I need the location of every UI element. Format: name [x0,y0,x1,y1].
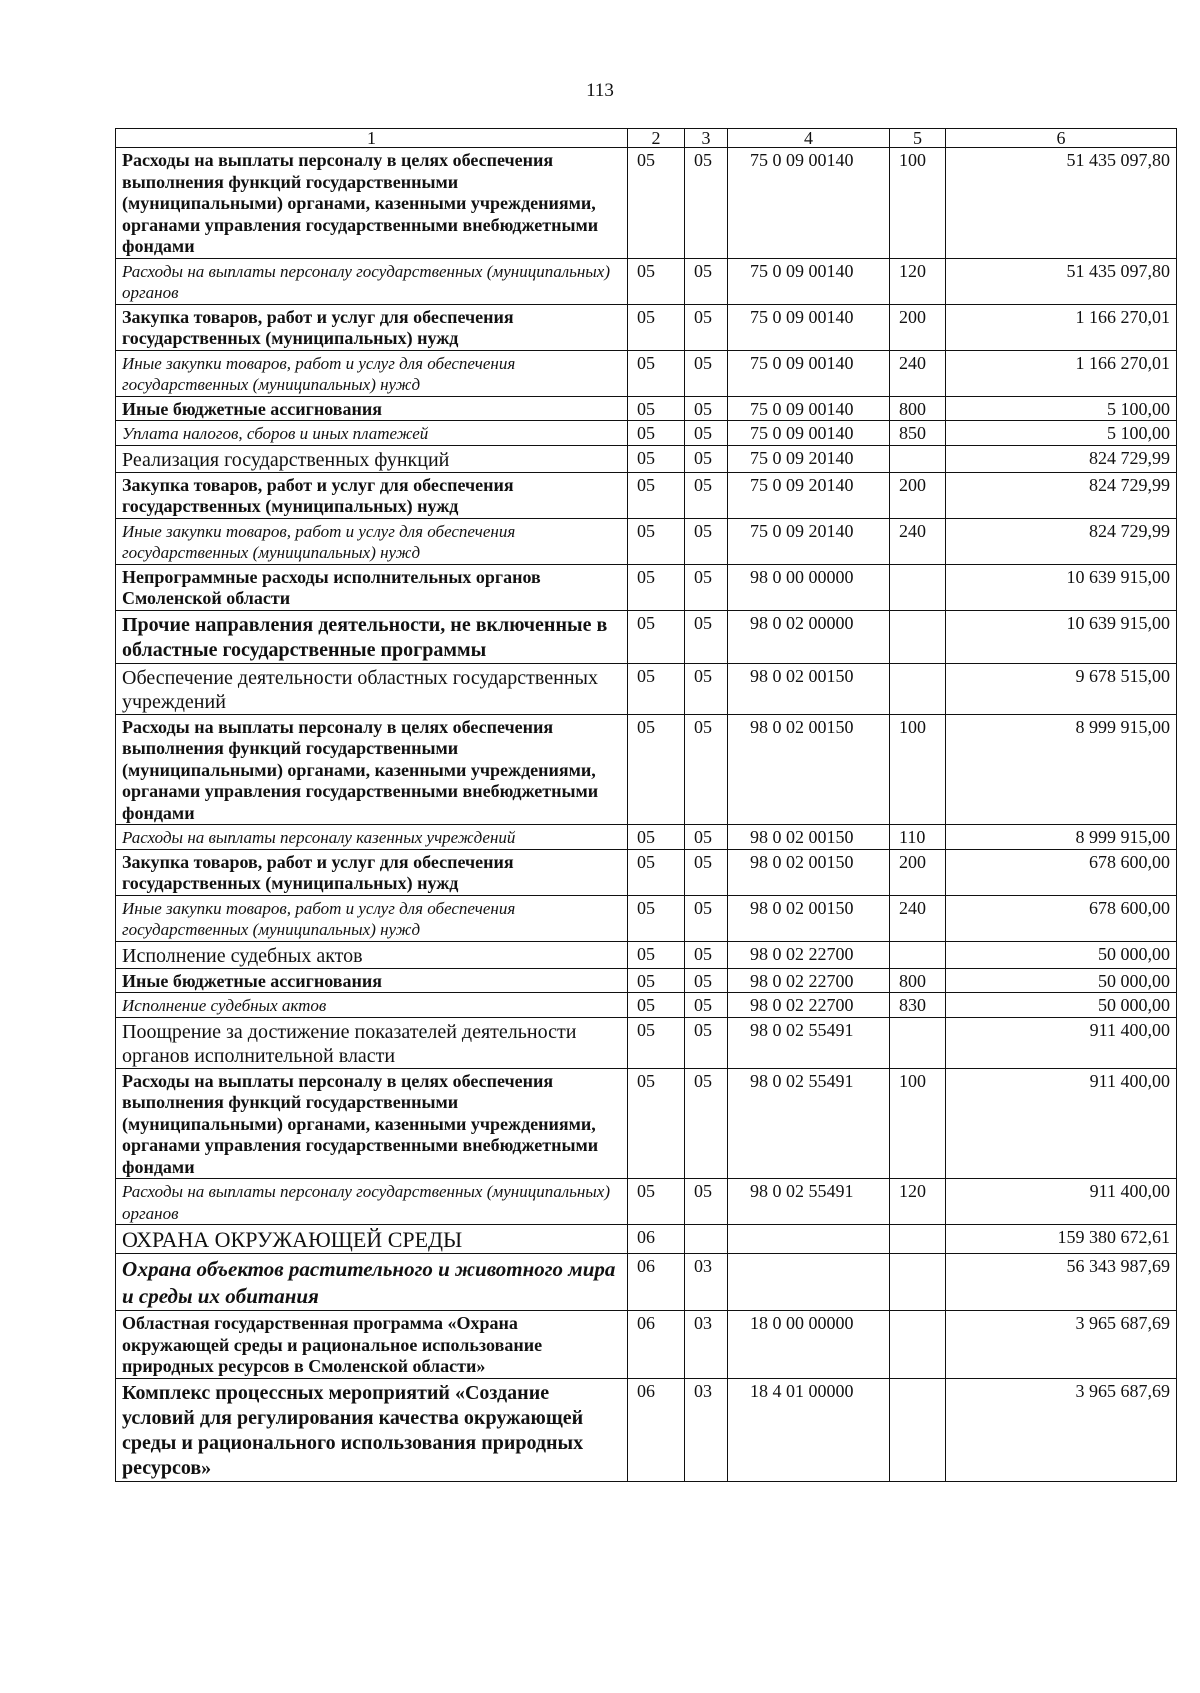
table-row [116,445,1177,472]
section-code: 05 [628,304,685,350]
subsection-code: 05 [685,993,728,1018]
target-article-code: 75 0 09 00140 [728,258,890,304]
expense-type-code [890,941,946,968]
row-description: Охрана объектов растительного и животного мира и среды их обитания [116,1254,628,1311]
row-description: Расходы на выплаты персоналу государственных (муниципальных) органов [116,1179,628,1225]
amount: 824 729,99 [946,518,1177,564]
section-code: 05 [628,1017,685,1068]
target-article-code: 98 0 02 00150 [728,714,890,825]
amount: 3 965 687,69 [946,1311,1177,1379]
table-row [116,472,1177,518]
section-code: 05 [628,714,685,825]
target-article-code: 98 0 02 55491 [728,1068,890,1179]
section-code: 05 [628,1068,685,1179]
table-row [116,1068,1177,1179]
target-article-code [728,1225,890,1254]
section-code: 05 [628,1179,685,1225]
target-article-code: 75 0 09 20140 [728,518,890,564]
subsection-code: 05 [685,1179,728,1225]
target-article-code: 98 0 02 55491 [728,1179,890,1225]
subsection-code: 05 [685,304,728,350]
amount: 911 400,00 [946,1017,1177,1068]
section-code: 06 [628,1311,685,1379]
target-article-code: 75 0 09 00140 [728,350,890,396]
table-row [116,1311,1177,1379]
section-code: 05 [628,148,685,259]
table-row [116,421,1177,446]
table-row [116,518,1177,564]
row-description: Расходы на выплаты персоналу в целях обеспечения выполнения функций государственными (муниципальными) органами, казенными учреждениями, органами управления государственными внебюджетными фондами [116,1068,628,1179]
amount: 678 600,00 [946,895,1177,941]
amount: 5 100,00 [946,421,1177,446]
subsection-code: 05 [685,421,728,446]
expense-type-code: 850 [890,421,946,446]
row-description: Иные бюджетные ассигнования [116,968,628,993]
expense-type-code: 200 [890,304,946,350]
section-code: 05 [628,258,685,304]
header-cell: 2 [628,129,685,148]
subsection-code: 05 [685,941,728,968]
header-cell: 4 [728,129,890,148]
row-description: ОХРАНА ОКРУЖАЮЩЕЙ СРЕДЫ [116,1225,628,1254]
table-row [116,350,1177,396]
table-row [116,610,1177,663]
section-code: 05 [628,941,685,968]
amount: 50 000,00 [946,968,1177,993]
target-article-code: 98 0 02 00000 [728,610,890,663]
target-article-code: 98 0 02 00150 [728,849,890,895]
amount: 50 000,00 [946,941,1177,968]
expense-type-code: 240 [890,518,946,564]
amount: 51 435 097,80 [946,148,1177,259]
subsection-code: 05 [685,445,728,472]
section-code: 05 [628,968,685,993]
target-article-code: 75 0 09 20140 [728,445,890,472]
table-row [116,1254,1177,1311]
row-description: Непрограммные расходы исполнительных органов Смоленской области [116,564,628,610]
amount: 678 600,00 [946,849,1177,895]
expense-type-code [890,663,946,714]
section-code: 05 [628,663,685,714]
subsection-code: 05 [685,396,728,421]
table-row [116,993,1177,1018]
page-number: 113 [586,80,614,101]
section-code: 05 [628,518,685,564]
target-article-code: 98 0 02 22700 [728,993,890,1018]
target-article-code [728,1254,890,1311]
expense-type-code [890,1254,946,1311]
amount: 911 400,00 [946,1068,1177,1179]
target-article-code: 75 0 09 00140 [728,421,890,446]
target-article-code: 98 0 02 55491 [728,1017,890,1068]
row-description: Иные закупки товаров, работ и услуг для обеспечения государственных (муниципальных) нужд [116,350,628,396]
amount: 824 729,99 [946,472,1177,518]
amount: 51 435 097,80 [946,258,1177,304]
row-description: Исполнение судебных актов [116,941,628,968]
target-article-code: 98 0 02 00150 [728,895,890,941]
section-code: 05 [628,849,685,895]
row-description: Комплекс процессных мероприятий «Создание условий для регулирования качества окружающей среды и рационального использования природных ресурсов» [116,1378,628,1481]
amount: 8 999 915,00 [946,714,1177,825]
subsection-code: 05 [685,1068,728,1179]
header-cell: 1 [116,129,628,148]
subsection-code: 05 [685,258,728,304]
expense-type-code: 100 [890,714,946,825]
table-row [116,1017,1177,1068]
target-article-code: 18 0 00 00000 [728,1311,890,1379]
subsection-code: 03 [685,1254,728,1311]
table-row [116,849,1177,895]
expense-type-code: 200 [890,472,946,518]
section-code: 05 [628,825,685,850]
subsection-code: 05 [685,968,728,993]
row-description: Иные закупки товаров, работ и услуг для обеспечения государственных (муниципальных) нужд [116,518,628,564]
table-row [116,825,1177,850]
amount: 911 400,00 [946,1179,1177,1225]
table-row [116,1179,1177,1225]
subsection-code: 05 [685,148,728,259]
target-article-code: 75 0 09 20140 [728,472,890,518]
section-code: 05 [628,421,685,446]
amount: 56 343 987,69 [946,1254,1177,1311]
expense-type-code [890,564,946,610]
subsection-code: 05 [685,1017,728,1068]
row-description: Прочие направления деятельности, не включенные в областные государственные программы [116,610,628,663]
row-description: Расходы на выплаты персоналу в целях обеспечения выполнения функций государственными (муниципальными) органами, казенными учреждениями, органами управления государственными внебюджетными фондами [116,148,628,259]
row-description: Закупка товаров, работ и услуг для обеспечения государственных (муниципальных) нужд [116,849,628,895]
table-row [116,1225,1177,1254]
expense-type-code [890,610,946,663]
target-article-code: 18 4 01 00000 [728,1378,890,1481]
section-code: 05 [628,610,685,663]
subsection-code: 05 [685,472,728,518]
row-description: Расходы на выплаты персоналу казенных учреждений [116,825,628,850]
table-row [116,396,1177,421]
expense-type-code [890,1311,946,1379]
amount: 824 729,99 [946,445,1177,472]
expense-type-code [890,1225,946,1254]
subsection-code: 05 [685,610,728,663]
table-row [116,663,1177,714]
section-code: 05 [628,993,685,1018]
section-code: 05 [628,895,685,941]
subsection-code: 03 [685,1311,728,1379]
amount: 1 166 270,01 [946,304,1177,350]
row-description: Закупка товаров, работ и услуг для обеспечения государственных (муниципальных) нужд [116,472,628,518]
subsection-code: 05 [685,564,728,610]
amount: 10 639 915,00 [946,610,1177,663]
row-description: Обеспечение деятельности областных государственных учреждений [116,663,628,714]
table-row [116,258,1177,304]
expense-type-code: 110 [890,825,946,850]
expense-type-code [890,1017,946,1068]
expense-type-code: 800 [890,968,946,993]
section-code: 05 [628,564,685,610]
table-row [116,941,1177,968]
expense-type-code: 240 [890,895,946,941]
expense-type-code [890,1378,946,1481]
row-description: Уплата налогов, сборов и иных платежей [116,421,628,446]
section-code: 06 [628,1225,685,1254]
target-article-code: 75 0 09 00140 [728,148,890,259]
expense-type-code: 240 [890,350,946,396]
table-row [116,968,1177,993]
amount: 3 965 687,69 [946,1378,1177,1481]
expense-type-code: 100 [890,1068,946,1179]
header-cell: 3 [685,129,728,148]
table-row [116,1378,1177,1481]
subsection-code: 05 [685,518,728,564]
table-row [116,564,1177,610]
target-article-code: 98 0 02 00150 [728,663,890,714]
target-article-code: 75 0 09 00140 [728,396,890,421]
target-article-code: 98 0 02 22700 [728,941,890,968]
amount: 5 100,00 [946,396,1177,421]
expense-type-code: 800 [890,396,946,421]
target-article-code: 75 0 09 00140 [728,304,890,350]
expense-type-code: 830 [890,993,946,1018]
budget-table [115,128,1177,1482]
amount: 10 639 915,00 [946,564,1177,610]
amount: 8 999 915,00 [946,825,1177,850]
header-cell: 5 [890,129,946,148]
subsection-code: 05 [685,663,728,714]
subsection-code: 05 [685,849,728,895]
expense-type-code [890,445,946,472]
expense-type-code: 200 [890,849,946,895]
subsection-code: 03 [685,1378,728,1481]
subsection-code [685,1225,728,1254]
amount: 159 380 672,61 [946,1225,1177,1254]
subsection-code: 05 [685,825,728,850]
section-code: 06 [628,1254,685,1311]
section-code: 05 [628,350,685,396]
expense-type-code: 100 [890,148,946,259]
table-row [116,714,1177,825]
subsection-code: 05 [685,714,728,825]
header-row [116,129,1177,148]
target-article-code: 98 0 02 00150 [728,825,890,850]
row-description: Расходы на выплаты персоналу в целях обеспечения выполнения функций государственными (муниципальными) органами, казенными учреждениями, органами управления государственными внебюджетными фондами [116,714,628,825]
target-article-code: 98 0 02 22700 [728,968,890,993]
amount: 1 166 270,01 [946,350,1177,396]
row-description: Иные закупки товаров, работ и услуг для обеспечения государственных (муниципальных) нужд [116,895,628,941]
row-description: Расходы на выплаты персоналу государственных (муниципальных) органов [116,258,628,304]
target-article-code: 98 0 00 00000 [728,564,890,610]
amount: 9 678 515,00 [946,663,1177,714]
expense-type-code: 120 [890,1179,946,1225]
row-description: Закупка товаров, работ и услуг для обеспечения государственных (муниципальных) нужд [116,304,628,350]
section-code: 05 [628,396,685,421]
row-description: Реализация государственных функций [116,445,628,472]
row-description: Областная государственная программа «Охрана окружающей среды и рациональное использование природных ресурсов в Смоленской области» [116,1311,628,1379]
row-description: Исполнение судебных актов [116,993,628,1018]
section-code: 06 [628,1378,685,1481]
row-description: Иные бюджетные ассигнования [116,396,628,421]
table-row [116,895,1177,941]
section-code: 05 [628,445,685,472]
row-description: Поощрение за достижение показателей деятельности органов исполнительной власти [116,1017,628,1068]
amount: 50 000,00 [946,993,1177,1018]
subsection-code: 05 [685,895,728,941]
subsection-code: 05 [685,350,728,396]
section-code: 05 [628,472,685,518]
table-row [116,148,1177,259]
table-row [116,304,1177,350]
expense-type-code: 120 [890,258,946,304]
header-cell: 6 [946,129,1177,148]
